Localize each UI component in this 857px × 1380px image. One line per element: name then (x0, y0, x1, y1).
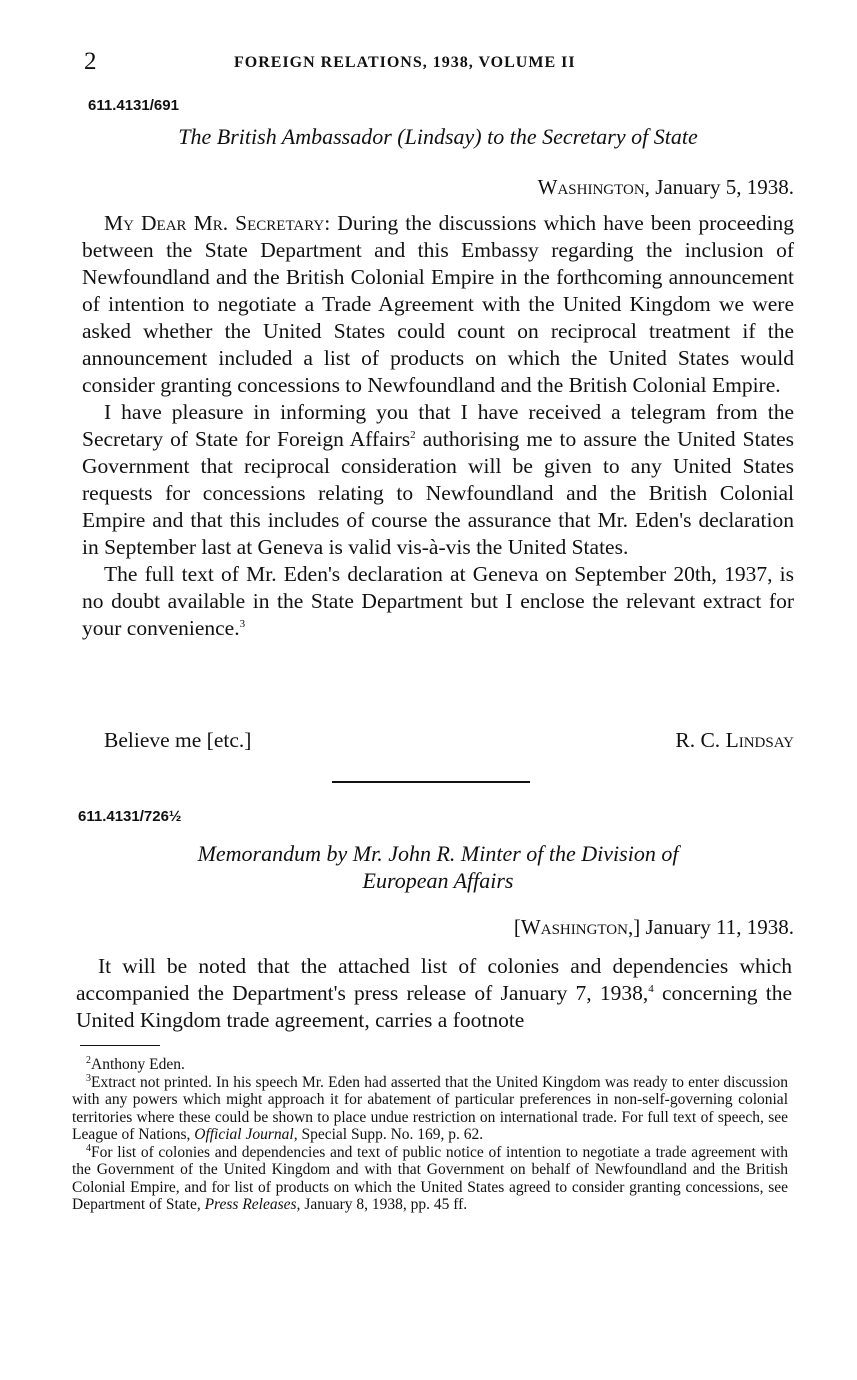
paragraph-text: During the discussions which have been proceeding between the State Department and this Embassy regarding the inclusion of Newfoundland and the British Colonial Empire in the forthcoming announcement of intention to negotiate a Trade Agreement with the United Kingdom we were asked whether the United States could count on reciprocal treatment if the announcement included a list of products on which the United States would consider granting concessions to Newfoundland and the British Colonial Empire. (82, 211, 795, 397)
closing-line (82, 728, 794, 755)
page-header (84, 48, 794, 80)
file-number: 611.4131/691 (88, 97, 179, 114)
footnote-ref: 3 (239, 617, 246, 630)
paragraph (76, 953, 792, 1034)
footnote: $^3$Extract not printed. In his speech Mr. Eden had asserted that the United Kingdom was ready to enter discussion with any powers which might approach it for abatement of particular preferences in non-self-governing colonial territories where these could be shown to place undue restriction on international trade. For full text of speech, see League of Nations, Official Journal, Special Supp. No. 169, p. 62. (72, 1072, 788, 1143)
dateline-place: Washington, (520, 915, 634, 939)
letter-body (82, 210, 794, 642)
page-number: 2 (84, 48, 97, 75)
document-title: Memorandum by Mr. John R. Minter of the Division of European Affairs (197, 841, 679, 893)
file-number: 611.4131/726½ (78, 808, 182, 825)
signature: R. C. Lindsay (675, 728, 794, 752)
footnote-ref: 2 (410, 428, 416, 441)
dateline-date: ] January 11, 1938. (633, 915, 794, 939)
memo-body (76, 953, 792, 1034)
running-head: FOREIGN RELATIONS, 1938, VOLUME II (234, 54, 576, 71)
dateline: [Washington,] January 11, 1938. (513, 915, 794, 939)
paragraph-text: It will be noted that the attached list of colonies and dependencies which accompanied the Department's press release of January 7, 1938, (76, 954, 792, 1005)
footnote: $^2$Anthony Eden. (86, 1054, 185, 1073)
paragraph-text: The full text of Mr. Eden's declaration at Geneva on September 20th, 1937, is no doubt available in the State Department but I enclose the relevant extract for your convenience. (82, 562, 794, 640)
footnote-divider (80, 1045, 160, 1046)
section-divider (332, 781, 530, 783)
dateline-place: Washington, (537, 175, 650, 199)
salutation: My Dear Mr. Secretary: (104, 211, 331, 235)
footnotes (72, 1056, 788, 1214)
dateline (538, 175, 794, 200)
paragraph-text: concerning the United Kingdom trade agreement, carries a footnote (76, 981, 792, 1032)
footnote: $^4$For list of colonies and dependencies and text of public notice of intention to negotiate a trade agreement with the Government of the United Kingdom and with that Government on behalf of Newfoundland and the British Colonial Empire, and for list of products on which the United States agreed to consider granting concessions, see Department of State, Press Releases, January 8, 1938, pp. 45 ff. (72, 1142, 788, 1213)
paragraph-text: I have pleasure in informing you that I have received a telegram from the Secretary of State for Foreign Affairs (82, 400, 794, 451)
paragraph (82, 399, 794, 561)
paragraph (82, 210, 794, 399)
paragraph-text: authorising me to assure the United States Government that reciprocal consideration will be given to any United States requests for concessions relating to Newfoundland and the British Colonial Empire and that this includes of course the assurance that Mr. Eden's declaration in September last at Geneva is valid vis-à-vis the United States. (82, 427, 794, 559)
paragraph (82, 561, 794, 642)
complimentary-close: Believe me [etc.] (104, 728, 252, 752)
footnote-ref: 4 (648, 982, 654, 995)
document-title: The British Ambassador (Lindsay) to the Secretary of State (178, 124, 698, 149)
dateline-date: January 5, 1938. (649, 175, 794, 199)
